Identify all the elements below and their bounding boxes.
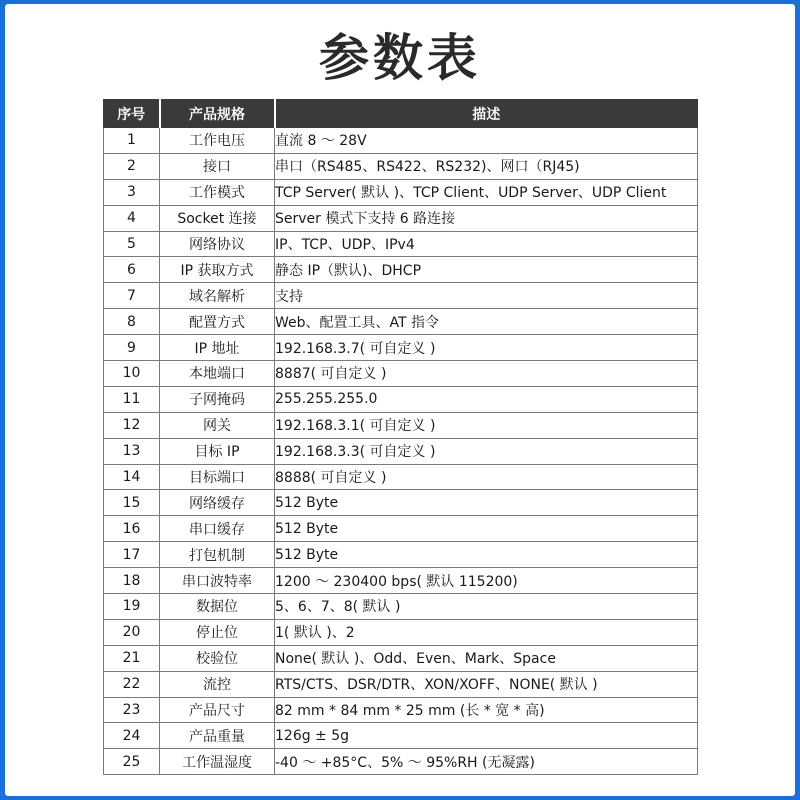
row-number: 19 xyxy=(104,594,160,620)
table-row xyxy=(104,361,698,387)
table-row xyxy=(104,257,698,283)
table-row xyxy=(104,335,698,361)
row-spec: 域名解析 xyxy=(160,283,275,309)
table-row xyxy=(104,153,698,179)
row-description: 512 Byte xyxy=(275,542,698,568)
row-spec: Socket 连接 xyxy=(160,205,275,231)
row-description: 1( 默认 )、2 xyxy=(275,619,698,645)
table-row xyxy=(104,697,698,723)
table-row xyxy=(104,568,698,594)
table-row xyxy=(104,205,698,231)
row-spec: 流控 xyxy=(160,671,275,697)
row-spec: 数据位 xyxy=(160,594,275,620)
row-spec: 串口缓存 xyxy=(160,516,275,542)
row-description: Server 模式下支持 6 路连接 xyxy=(275,205,698,231)
row-description: 512 Byte xyxy=(275,516,698,542)
row-spec: 网络缓存 xyxy=(160,490,275,516)
row-number: 6 xyxy=(104,257,160,283)
row-spec: 配置方式 xyxy=(160,309,275,335)
row-spec: 接口 xyxy=(160,153,275,179)
row-number: 1 xyxy=(104,128,160,154)
row-number: 23 xyxy=(104,697,160,723)
spec-table xyxy=(103,99,698,775)
table-row xyxy=(104,645,698,671)
table-row xyxy=(104,231,698,257)
row-number: 20 xyxy=(104,619,160,645)
row-description: 串口（RS485、RS422、RS232)、网口（RJ45) xyxy=(275,153,698,179)
row-description: 8888( 可自定义 ) xyxy=(275,464,698,490)
table-header-row xyxy=(104,100,698,128)
table-row xyxy=(104,542,698,568)
table-row xyxy=(104,412,698,438)
row-description: 82 mm * 84 mm * 25 mm (长 * 宽 * 高) xyxy=(275,697,698,723)
table-row xyxy=(104,671,698,697)
row-number: 10 xyxy=(104,361,160,387)
table-row xyxy=(104,438,698,464)
row-number: 5 xyxy=(104,231,160,257)
row-description: 5、6、7、8( 默认 ) xyxy=(275,594,698,620)
row-number: 18 xyxy=(104,568,160,594)
row-spec: IP 地址 xyxy=(160,335,275,361)
row-description: 支持 xyxy=(275,283,698,309)
row-description: 255.255.255.0 xyxy=(275,386,698,412)
row-number: 12 xyxy=(104,412,160,438)
row-number: 8 xyxy=(104,309,160,335)
row-number: 14 xyxy=(104,464,160,490)
row-description: Web、配置工具、AT 指令 xyxy=(275,309,698,335)
row-spec: 校验位 xyxy=(160,645,275,671)
row-number: 9 xyxy=(104,335,160,361)
row-spec: 工作温湿度 xyxy=(160,749,275,775)
table-row xyxy=(104,309,698,335)
row-spec: 工作模式 xyxy=(160,179,275,205)
table-row xyxy=(104,283,698,309)
row-number: 11 xyxy=(104,386,160,412)
header-number: 序号 xyxy=(104,100,160,128)
row-description: 静态 IP（默认)、DHCP xyxy=(275,257,698,283)
row-spec: 工作电压 xyxy=(160,128,275,154)
table-row xyxy=(104,128,698,154)
row-number: 21 xyxy=(104,645,160,671)
row-number: 7 xyxy=(104,283,160,309)
row-description: TCP Server( 默认 )、TCP Client、UDP Server、UDP Client xyxy=(275,179,698,205)
row-spec: 网关 xyxy=(160,412,275,438)
row-spec: 串口波特率 xyxy=(160,568,275,594)
row-spec: IP 获取方式 xyxy=(160,257,275,283)
row-number: 2 xyxy=(104,153,160,179)
table-row xyxy=(104,464,698,490)
row-spec: 停止位 xyxy=(160,619,275,645)
page-title: 参数表 xyxy=(319,29,481,87)
row-number: 13 xyxy=(104,438,160,464)
row-description: None( 默认 )、Odd、Even、Mark、Space xyxy=(275,645,698,671)
row-spec: 网络协议 xyxy=(160,231,275,257)
row-description: IP、TCP、UDP、IPv4 xyxy=(275,231,698,257)
row-spec: 产品尺寸 xyxy=(160,697,275,723)
row-description: 126g ± 5g xyxy=(275,723,698,749)
header-spec: 产品规格 xyxy=(160,100,275,128)
row-number: 22 xyxy=(104,671,160,697)
row-description: 192.168.3.7( 可自定义 ) xyxy=(275,335,698,361)
row-description: 直流 8 ～ 28V xyxy=(275,128,698,154)
table-row xyxy=(104,179,698,205)
row-description: RTS/CTS、DSR/DTR、XON/XOFF、NONE( 默认 ) xyxy=(275,671,698,697)
row-spec: 产品重量 xyxy=(160,723,275,749)
row-description: 192.168.3.3( 可自定义 ) xyxy=(275,438,698,464)
row-number: 24 xyxy=(104,723,160,749)
row-number: 4 xyxy=(104,205,160,231)
page-frame xyxy=(5,4,795,796)
row-number: 3 xyxy=(104,179,160,205)
row-description: 192.168.3.1( 可自定义 ) xyxy=(275,412,698,438)
row-number: 25 xyxy=(104,749,160,775)
table-row xyxy=(104,386,698,412)
table-row xyxy=(104,619,698,645)
row-number: 16 xyxy=(104,516,160,542)
row-spec: 子网掩码 xyxy=(160,386,275,412)
row-description: -40 ～ +85°C、5% ～ 95%RH (无凝露) xyxy=(275,749,698,775)
table-row xyxy=(104,490,698,516)
table-row xyxy=(104,723,698,749)
header-description: 描述 xyxy=(275,100,698,128)
row-spec: 目标 IP xyxy=(160,438,275,464)
table-row xyxy=(104,749,698,775)
row-description: 8887( 可自定义 ) xyxy=(275,361,698,387)
row-number: 15 xyxy=(104,490,160,516)
table-row xyxy=(104,516,698,542)
row-spec: 打包机制 xyxy=(160,542,275,568)
row-spec: 本地端口 xyxy=(160,361,275,387)
row-spec: 目标端口 xyxy=(160,464,275,490)
row-description: 512 Byte xyxy=(275,490,698,516)
row-description: 1200 ～ 230400 bps( 默认 115200) xyxy=(275,568,698,594)
row-number: 17 xyxy=(104,542,160,568)
table-row xyxy=(104,594,698,620)
